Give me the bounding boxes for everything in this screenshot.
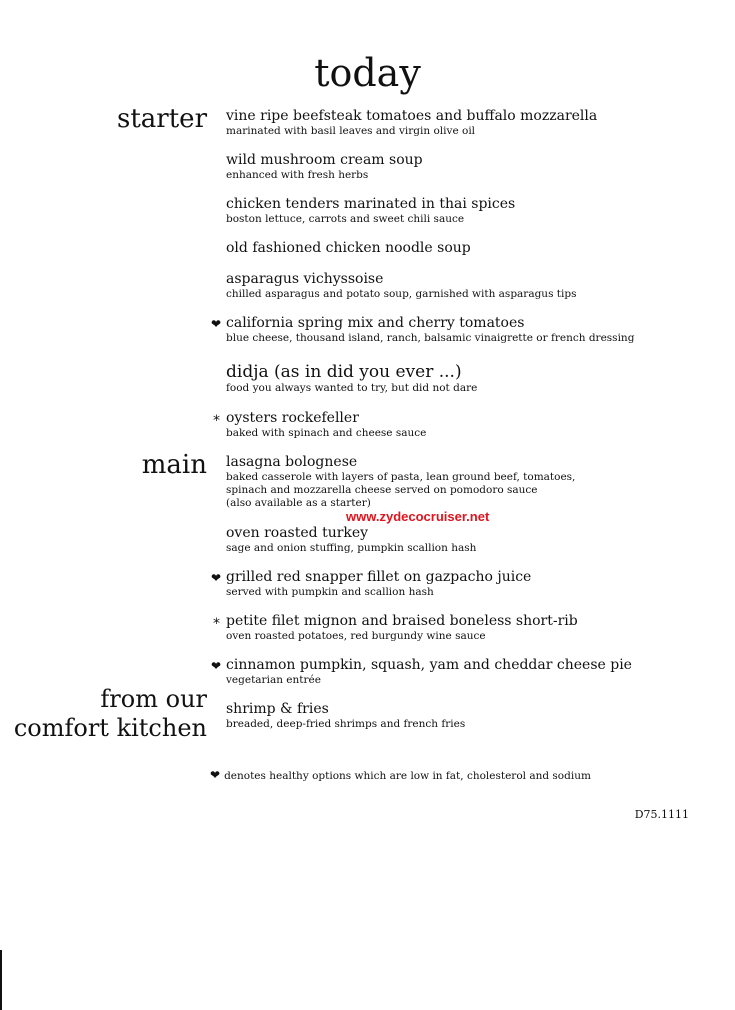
menu-code: D75.1111 — [634, 808, 689, 821]
item-description: marinated with basil leaves and virgin olive oil — [226, 125, 476, 137]
item-name: cinnamon pumpkin, squash, yam and cheddar cheese pie — [226, 657, 632, 673]
menu-title: today — [314, 51, 421, 95]
item-description: chilled asparagus and potato soup, garnished with asparagus tips — [226, 288, 577, 300]
item-description: breaded, deep-fried shrimps and french fries — [226, 718, 466, 730]
item-name: oysters rockefeller — [226, 410, 359, 426]
item-description: served with pumpkin and scallion hash — [226, 586, 434, 598]
healthy-options-footnote — [210, 768, 591, 783]
menu-item — [226, 108, 706, 138]
heart-icon: ❤ — [211, 659, 222, 673]
menu-item — [211, 569, 706, 599]
item-name: asparagus vichyssoise — [226, 271, 384, 287]
menu-item — [211, 657, 706, 687]
item-description: enhanced with fresh herbs — [226, 169, 369, 181]
item-description: vegetarian entrée — [226, 674, 321, 686]
section-starter: starter — [117, 104, 207, 134]
watermark: www.zydecocruiser.net — [346, 509, 490, 524]
item-description: food you always wanted to try, but did not dare — [226, 382, 478, 394]
section-comfort-kitchen-line2: comfort kitchen — [13, 714, 207, 742]
item-name: shrimp & fries — [226, 701, 329, 717]
asterisk-icon: * — [213, 616, 220, 632]
item-name: grilled red snapper fillet on gazpacho juice — [226, 569, 532, 585]
item-description: baked with spinach and cheese sauce — [226, 427, 427, 439]
asterisk-icon: * — [213, 413, 220, 429]
item-description: (also available as a starter) — [226, 497, 371, 509]
item-description: sage and onion stuffing, pumpkin scallion hash — [226, 542, 477, 554]
item-description: boston lettuce, carrots and sweet chili sauce — [226, 213, 465, 225]
section-comfort-kitchen-line1: from our — [100, 685, 207, 713]
menu-item — [226, 701, 706, 731]
footnote-text: denotes healthy options which are low in fat, cholesterol and sodium — [224, 770, 591, 782]
menu-item — [226, 196, 706, 226]
item-name: vine ripe beefsteak tomatoes and buffalo mozzarella — [226, 108, 598, 124]
section-main: main — [141, 450, 207, 480]
item-name: old fashioned chicken noodle soup — [226, 240, 471, 256]
menu-item — [211, 315, 706, 345]
item-name: california spring mix and cherry tomatoes — [226, 315, 525, 331]
item-description: oven roasted potatoes, red burgundy wine sauce — [226, 630, 486, 642]
item-name: chicken tenders marinated in thai spices — [226, 196, 516, 212]
item-description: spinach and mozzarella cheese served on pomodoro sauce — [226, 484, 538, 496]
item-name: lasagna bolognese — [226, 454, 358, 470]
menu-item — [226, 152, 706, 182]
item-name: wild mushroom cream soup — [226, 152, 423, 168]
scan-edge-mark — [0, 950, 2, 1010]
menu-item — [226, 525, 706, 555]
menu-item — [226, 271, 706, 301]
item-description: baked casserole with layers of pasta, lean ground beef, tomatoes, — [226, 471, 576, 483]
item-name: petite filet mignon and braised boneless short-rib — [226, 613, 578, 629]
item-description: blue cheese, thousand island, ranch, balsamic vinaigrette or french dressing — [226, 332, 635, 344]
item-name: oven roasted turkey — [226, 525, 369, 541]
heart-icon: ❤ — [211, 571, 222, 585]
menu-item — [226, 240, 706, 257]
item-name: didja (as in did you ever ...) — [226, 362, 462, 382]
menu-item — [226, 454, 706, 510]
heart-icon: ❤ — [210, 768, 221, 782]
menu-item — [213, 613, 706, 643]
menu-item — [213, 410, 706, 440]
heart-icon: ❤ — [211, 317, 222, 331]
menu-item — [226, 362, 706, 395]
